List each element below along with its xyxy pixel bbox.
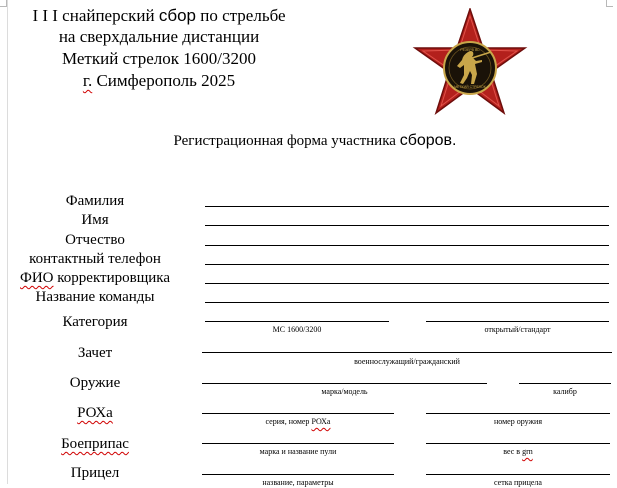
field-phone-label: контактный телефон xyxy=(29,251,161,267)
header-line-4: г. Симферополь 2025 xyxy=(82,71,236,90)
permit-left-caption: серия, номер РОХа xyxy=(265,417,331,426)
field-weapon-left-line[interactable] xyxy=(202,383,487,384)
field-permit-left-line[interactable] xyxy=(202,413,394,414)
field-surname-label: Фамилия xyxy=(65,193,125,209)
header-line-2: на сверхдальние дистанции xyxy=(58,27,260,46)
weapon-left-caption: марка/модель xyxy=(321,387,368,396)
form-title: Регистрационная форма участника сборов. xyxy=(173,132,457,149)
field-patronymic-label: Отчество xyxy=(65,232,125,248)
scope-left-caption: название, параметры xyxy=(262,478,334,487)
field-team-label: Название команды xyxy=(35,289,155,305)
field-team-line[interactable] xyxy=(205,302,609,303)
field-credit-label: Зачет xyxy=(77,345,113,361)
weapon-right-caption: калибр xyxy=(553,387,577,396)
field-scope-right-line[interactable] xyxy=(426,474,610,475)
field-name-label: Имя xyxy=(81,212,109,228)
credit-caption: военнослужащий/гражданский xyxy=(354,357,460,366)
emblem-top-text: РЕЗЕРВ ВС xyxy=(460,48,480,52)
field-category-right-line[interactable] xyxy=(426,321,609,322)
field-corrector-label: ФИО корректировщика xyxy=(20,270,170,286)
field-category-label: Категория xyxy=(62,314,128,330)
field-scope-label: Прицел xyxy=(70,465,120,481)
ammo-left-caption: марка и название пули xyxy=(259,447,337,456)
emblem-bottom-text: МЕТКИЙ СТРЕЛОК xyxy=(454,85,486,89)
field-surname-line[interactable] xyxy=(205,206,609,207)
field-corrector-line[interactable] xyxy=(205,283,609,284)
field-permit-label: РОХа xyxy=(77,405,113,421)
field-category-left-line[interactable] xyxy=(205,321,389,322)
permit-right-caption: номер оружия xyxy=(493,417,543,426)
field-credit-line[interactable] xyxy=(202,352,612,353)
field-ammo-label: Боеприпас xyxy=(61,436,129,452)
field-permit-right-line[interactable] xyxy=(426,413,610,414)
page-corner-mark xyxy=(606,0,613,7)
field-patronymic-line[interactable] xyxy=(205,245,609,246)
field-weapon-label: Оружие xyxy=(69,375,121,391)
scope-right-caption: сетка прицела xyxy=(494,478,542,487)
field-ammo-left-line[interactable] xyxy=(202,443,394,444)
header-line-1: I I I снайперский сбор по стрельбе xyxy=(32,6,286,25)
category-right-caption: открытый/стандарт xyxy=(484,325,551,334)
field-weapon-right-line[interactable] xyxy=(519,383,611,384)
sniper-star-emblem xyxy=(411,8,529,116)
field-ammo-right-line[interactable] xyxy=(426,443,610,444)
category-left-caption: МС 1600/3200 xyxy=(272,325,322,334)
ammo-right-caption: вес в grn xyxy=(503,447,533,456)
field-name-line[interactable] xyxy=(205,225,609,226)
field-scope-left-line[interactable] xyxy=(202,474,394,475)
header-line-3: Меткий стрелок 1600/3200 xyxy=(61,49,256,68)
field-phone-line[interactable] xyxy=(205,264,609,265)
